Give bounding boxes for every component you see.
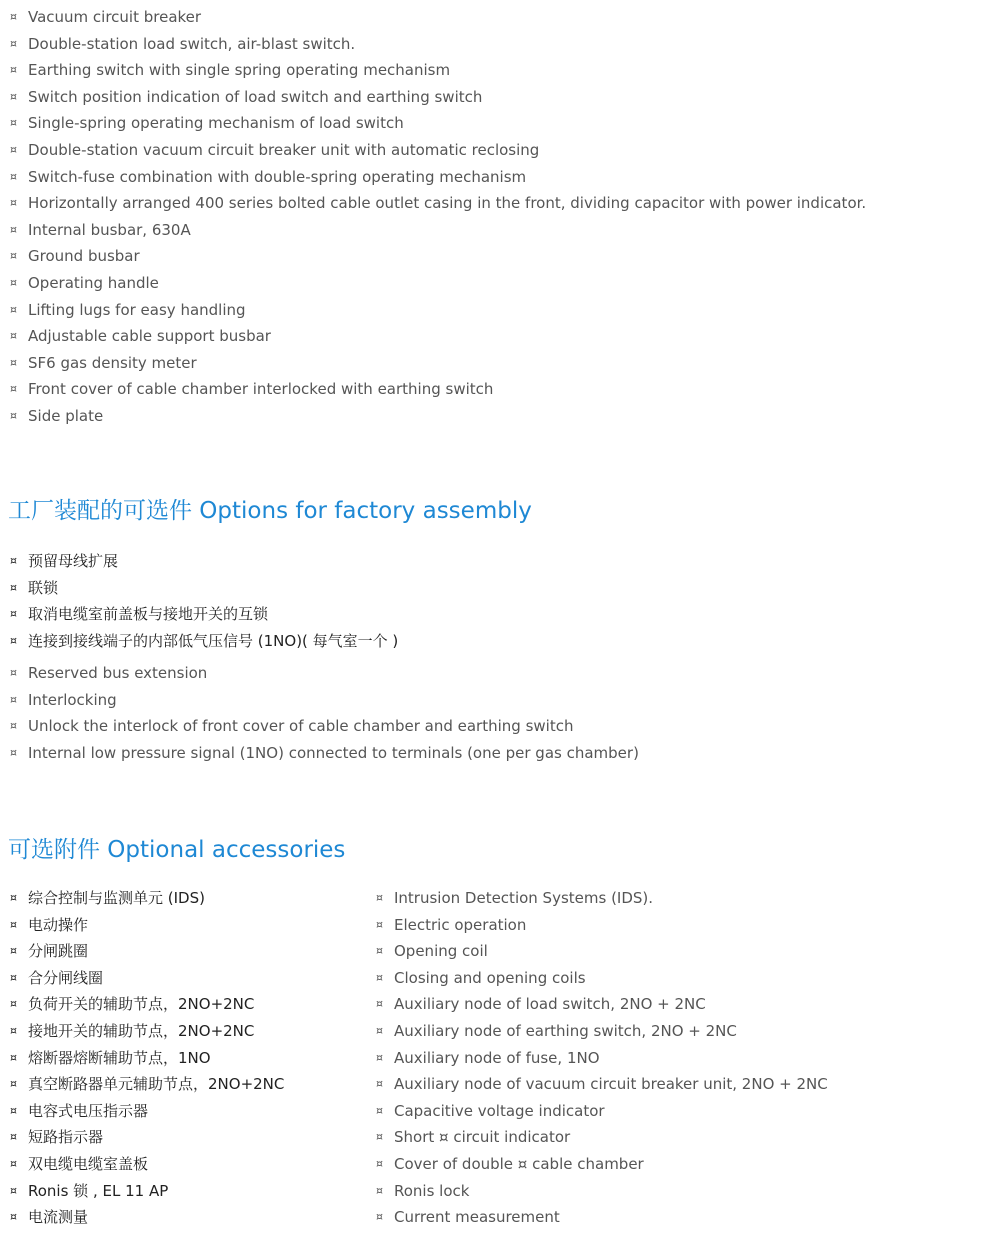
list-item-text: Intrusion Detection Systems (IDS). [394, 889, 654, 907]
list-item [8, 885, 284, 912]
list-item [8, 403, 866, 430]
list-item [8, 110, 866, 137]
list-item [8, 965, 284, 992]
list-item-text: 熔断器熔断辅助节点，1NO [28, 1048, 211, 1067]
bullet-icon: ¤ [10, 1050, 17, 1064]
list-item [8, 601, 398, 628]
bullet-icon: ¤ [376, 1156, 383, 1170]
bullet-icon: ¤ [10, 666, 17, 679]
bullet-icon: ¤ [10, 944, 17, 958]
list-item-text: Cover of double ¤ cable chamber [394, 1154, 644, 1173]
list-item-text: Lifting lugs for easy handling [28, 300, 246, 319]
bullet-icon: ¤ [10, 382, 17, 396]
list-item [8, 84, 866, 111]
list-item [374, 938, 828, 965]
bullet-icon: ¤ [10, 249, 17, 263]
list-item [8, 1124, 284, 1151]
list-item [8, 4, 866, 31]
list-item-text: 合分闸线圈 [28, 968, 104, 987]
list-item [8, 217, 866, 244]
list-item [374, 1204, 828, 1231]
list-item-text: 短路指示器 [28, 1128, 104, 1147]
list-item [374, 1071, 828, 1098]
bullet-icon: ¤ [10, 302, 17, 316]
list-item-text: Double-station load switch, air-blast switch. [28, 34, 356, 53]
list-item [8, 376, 866, 403]
list-item-text: Adjustable cable support busbar [28, 327, 271, 346]
factory-options-heading: 工厂装配的可选件 Options for factory assembly [8, 498, 532, 524]
bullet-icon: ¤ [10, 633, 17, 647]
optional-accessories-list-en [374, 885, 828, 1231]
bullet-icon: ¤ [10, 1023, 17, 1037]
list-item-text: 接地开关的辅助节点，2NO+2NC [28, 1021, 255, 1040]
list-item-text: 连接到接线端子的内部低气压信号 (1NO)( 每气室一个 ) [28, 631, 399, 650]
bullet-icon: ¤ [376, 997, 383, 1011]
bullet-icon: ¤ [10, 1077, 17, 1091]
list-item-text: 电流测量 [28, 1208, 89, 1227]
bullet-icon: ¤ [10, 10, 17, 23]
list-item [374, 1098, 828, 1125]
bullet-icon: ¤ [10, 970, 17, 984]
list-item-text: Switch-fuse combination with double-spring operating mechanism [28, 167, 527, 186]
list-item-text: Short ¤ circuit indicator [394, 1128, 571, 1147]
list-item [374, 1018, 828, 1045]
bullet-icon: ¤ [10, 917, 17, 931]
list-item [8, 137, 866, 164]
bullet-icon: ¤ [10, 719, 17, 733]
bullet-icon: ¤ [10, 408, 17, 422]
list-item-text: Current measurement [394, 1208, 560, 1227]
list-item-text: Electric operation [394, 915, 527, 934]
bullet-icon: ¤ [376, 970, 383, 984]
bullet-icon: ¤ [10, 275, 17, 289]
bullet-icon: ¤ [10, 36, 17, 50]
list-item [8, 270, 866, 297]
bullet-icon: ¤ [10, 89, 17, 103]
list-item [374, 965, 828, 992]
bullet-icon: ¤ [10, 1103, 17, 1117]
list-item-text: Ronis lock [394, 1181, 470, 1200]
bullet-icon: ¤ [376, 1130, 383, 1144]
bullet-icon: ¤ [376, 917, 383, 931]
list-item-text: Vacuum circuit breaker [28, 8, 202, 26]
list-item [8, 1018, 284, 1045]
list-item-text: Ground busbar [28, 247, 140, 266]
list-item-text: Auxiliary node of fuse, 1NO [394, 1048, 600, 1067]
bullet-icon: ¤ [10, 1210, 17, 1224]
list-item-text: 负荷开关的辅助节点，2NO+2NC [28, 995, 255, 1014]
list-item [374, 912, 828, 939]
list-item [8, 660, 639, 687]
list-item [8, 323, 866, 350]
list-item [8, 1151, 284, 1178]
bullet-icon: ¤ [10, 745, 17, 759]
list-item [8, 1178, 284, 1205]
bullet-icon: ¤ [10, 222, 17, 236]
list-item-text: Opening coil [394, 942, 488, 961]
list-item-text: Capacitive voltage indicator [394, 1101, 605, 1120]
bullet-icon: ¤ [10, 580, 17, 594]
list-item [8, 991, 284, 1018]
list-item [374, 1045, 828, 1072]
bullet-icon: ¤ [10, 692, 17, 706]
bullet-icon: ¤ [10, 1130, 17, 1144]
factory-options-list-en [8, 660, 639, 766]
list-item [8, 575, 398, 602]
list-item [8, 1071, 284, 1098]
list-item-text: SF6 gas density meter [28, 353, 197, 372]
list-item [8, 687, 639, 714]
list-item-text: 预留母线扩展 [28, 552, 119, 570]
list-item [8, 190, 866, 217]
list-item-text: 取消电缆室前盖板与接地开关的互锁 [28, 605, 269, 624]
list-item-text: Reserved bus extension [28, 664, 208, 682]
list-item [374, 885, 828, 912]
bullet-icon: ¤ [10, 891, 17, 904]
list-item [8, 740, 639, 767]
list-item [8, 1204, 284, 1231]
list-item-text: 双电缆电缆室盖板 [28, 1154, 149, 1173]
list-item-text: Internal low pressure signal (1NO) connected to terminals (one per gas chamber) [28, 743, 639, 762]
bullet-icon: ¤ [376, 1103, 383, 1117]
list-item [8, 1045, 284, 1072]
list-item [8, 1098, 284, 1125]
factory-options-list-cn [8, 548, 398, 654]
list-item-text: Closing and opening coils [394, 968, 586, 987]
bullet-icon: ¤ [376, 1050, 383, 1064]
list-item-text: Operating handle [28, 273, 159, 292]
bullet-icon: ¤ [376, 1183, 383, 1197]
list-item-text: 电动操作 [28, 915, 89, 934]
bullet-icon: ¤ [10, 142, 17, 156]
list-item-text: Auxiliary node of earthing switch, 2NO + 2NC [394, 1021, 737, 1040]
list-item [8, 31, 866, 58]
bullet-icon: ¤ [10, 116, 17, 130]
bullet-icon: ¤ [10, 63, 17, 77]
list-item-text: Internal busbar, 630A [28, 220, 191, 239]
list-item [8, 350, 866, 377]
list-item-text: 分闸跳圈 [28, 942, 89, 961]
list-item-text: Ronis 锁 , EL 11 AP [28, 1181, 169, 1200]
list-item-text: Front cover of cable chamber interlocked with earthing switch [28, 380, 494, 399]
list-item-text: Double-station vacuum circuit breaker unit with automatic reclosing [28, 140, 540, 159]
bullet-icon: ¤ [10, 355, 17, 369]
optional-accessories-list-cn [8, 885, 284, 1231]
list-item-text: Horizontally arranged 400 series bolted cable outlet casing in the front, dividing capacitor with power indicator. [28, 194, 867, 213]
list-item [374, 1151, 828, 1178]
optional-accessories-heading: 可选附件 Optional accessories [8, 837, 346, 863]
list-item-text: Interlocking [28, 690, 117, 709]
list-item [374, 991, 828, 1018]
list-item [8, 297, 866, 324]
bullet-icon: ¤ [10, 329, 17, 343]
bullet-icon: ¤ [10, 196, 17, 210]
list-item-text: Side plate [28, 406, 104, 425]
list-item [8, 912, 284, 939]
list-item [8, 164, 866, 191]
list-item [8, 243, 866, 270]
bullet-icon: ¤ [10, 1183, 17, 1197]
list-item [8, 938, 284, 965]
list-item-text: 综合控制与监测单元 (IDS) [28, 889, 205, 907]
bullet-icon: ¤ [10, 554, 17, 567]
list-item-text: 真空断路器单元辅助节点，2NO+2NC [28, 1075, 285, 1094]
bullet-icon: ¤ [10, 169, 17, 183]
list-item-text: Single-spring operating mechanism of load switch [28, 114, 404, 133]
list-item [8, 57, 866, 84]
list-item-text: 电容式电压指示器 [28, 1101, 149, 1120]
bullet-icon: ¤ [376, 891, 383, 904]
list-item-text: Unlock the interlock of front cover of cable chamber and earthing switch [28, 717, 574, 736]
bullet-icon: ¤ [10, 607, 17, 621]
list-item [374, 1124, 828, 1151]
list-item [8, 628, 398, 655]
standard-features-list [8, 4, 866, 430]
bullet-icon: ¤ [10, 1156, 17, 1170]
list-item [374, 1178, 828, 1205]
bullet-icon: ¤ [376, 1077, 383, 1091]
list-item-text: Switch position indication of load switch and earthing switch [28, 87, 483, 106]
bullet-icon: ¤ [376, 1023, 383, 1037]
list-item-text: Auxiliary node of load switch, 2NO + 2NC [394, 995, 706, 1014]
list-item-text: 联锁 [28, 578, 59, 597]
list-item-text: Auxiliary node of vacuum circuit breaker unit, 2NO + 2NC [394, 1075, 828, 1094]
list-item-text: Earthing switch with single spring operating mechanism [28, 61, 451, 80]
list-item [8, 548, 398, 575]
bullet-icon: ¤ [376, 944, 383, 958]
list-item [8, 713, 639, 740]
bullet-icon: ¤ [10, 997, 17, 1011]
bullet-icon: ¤ [376, 1210, 383, 1224]
